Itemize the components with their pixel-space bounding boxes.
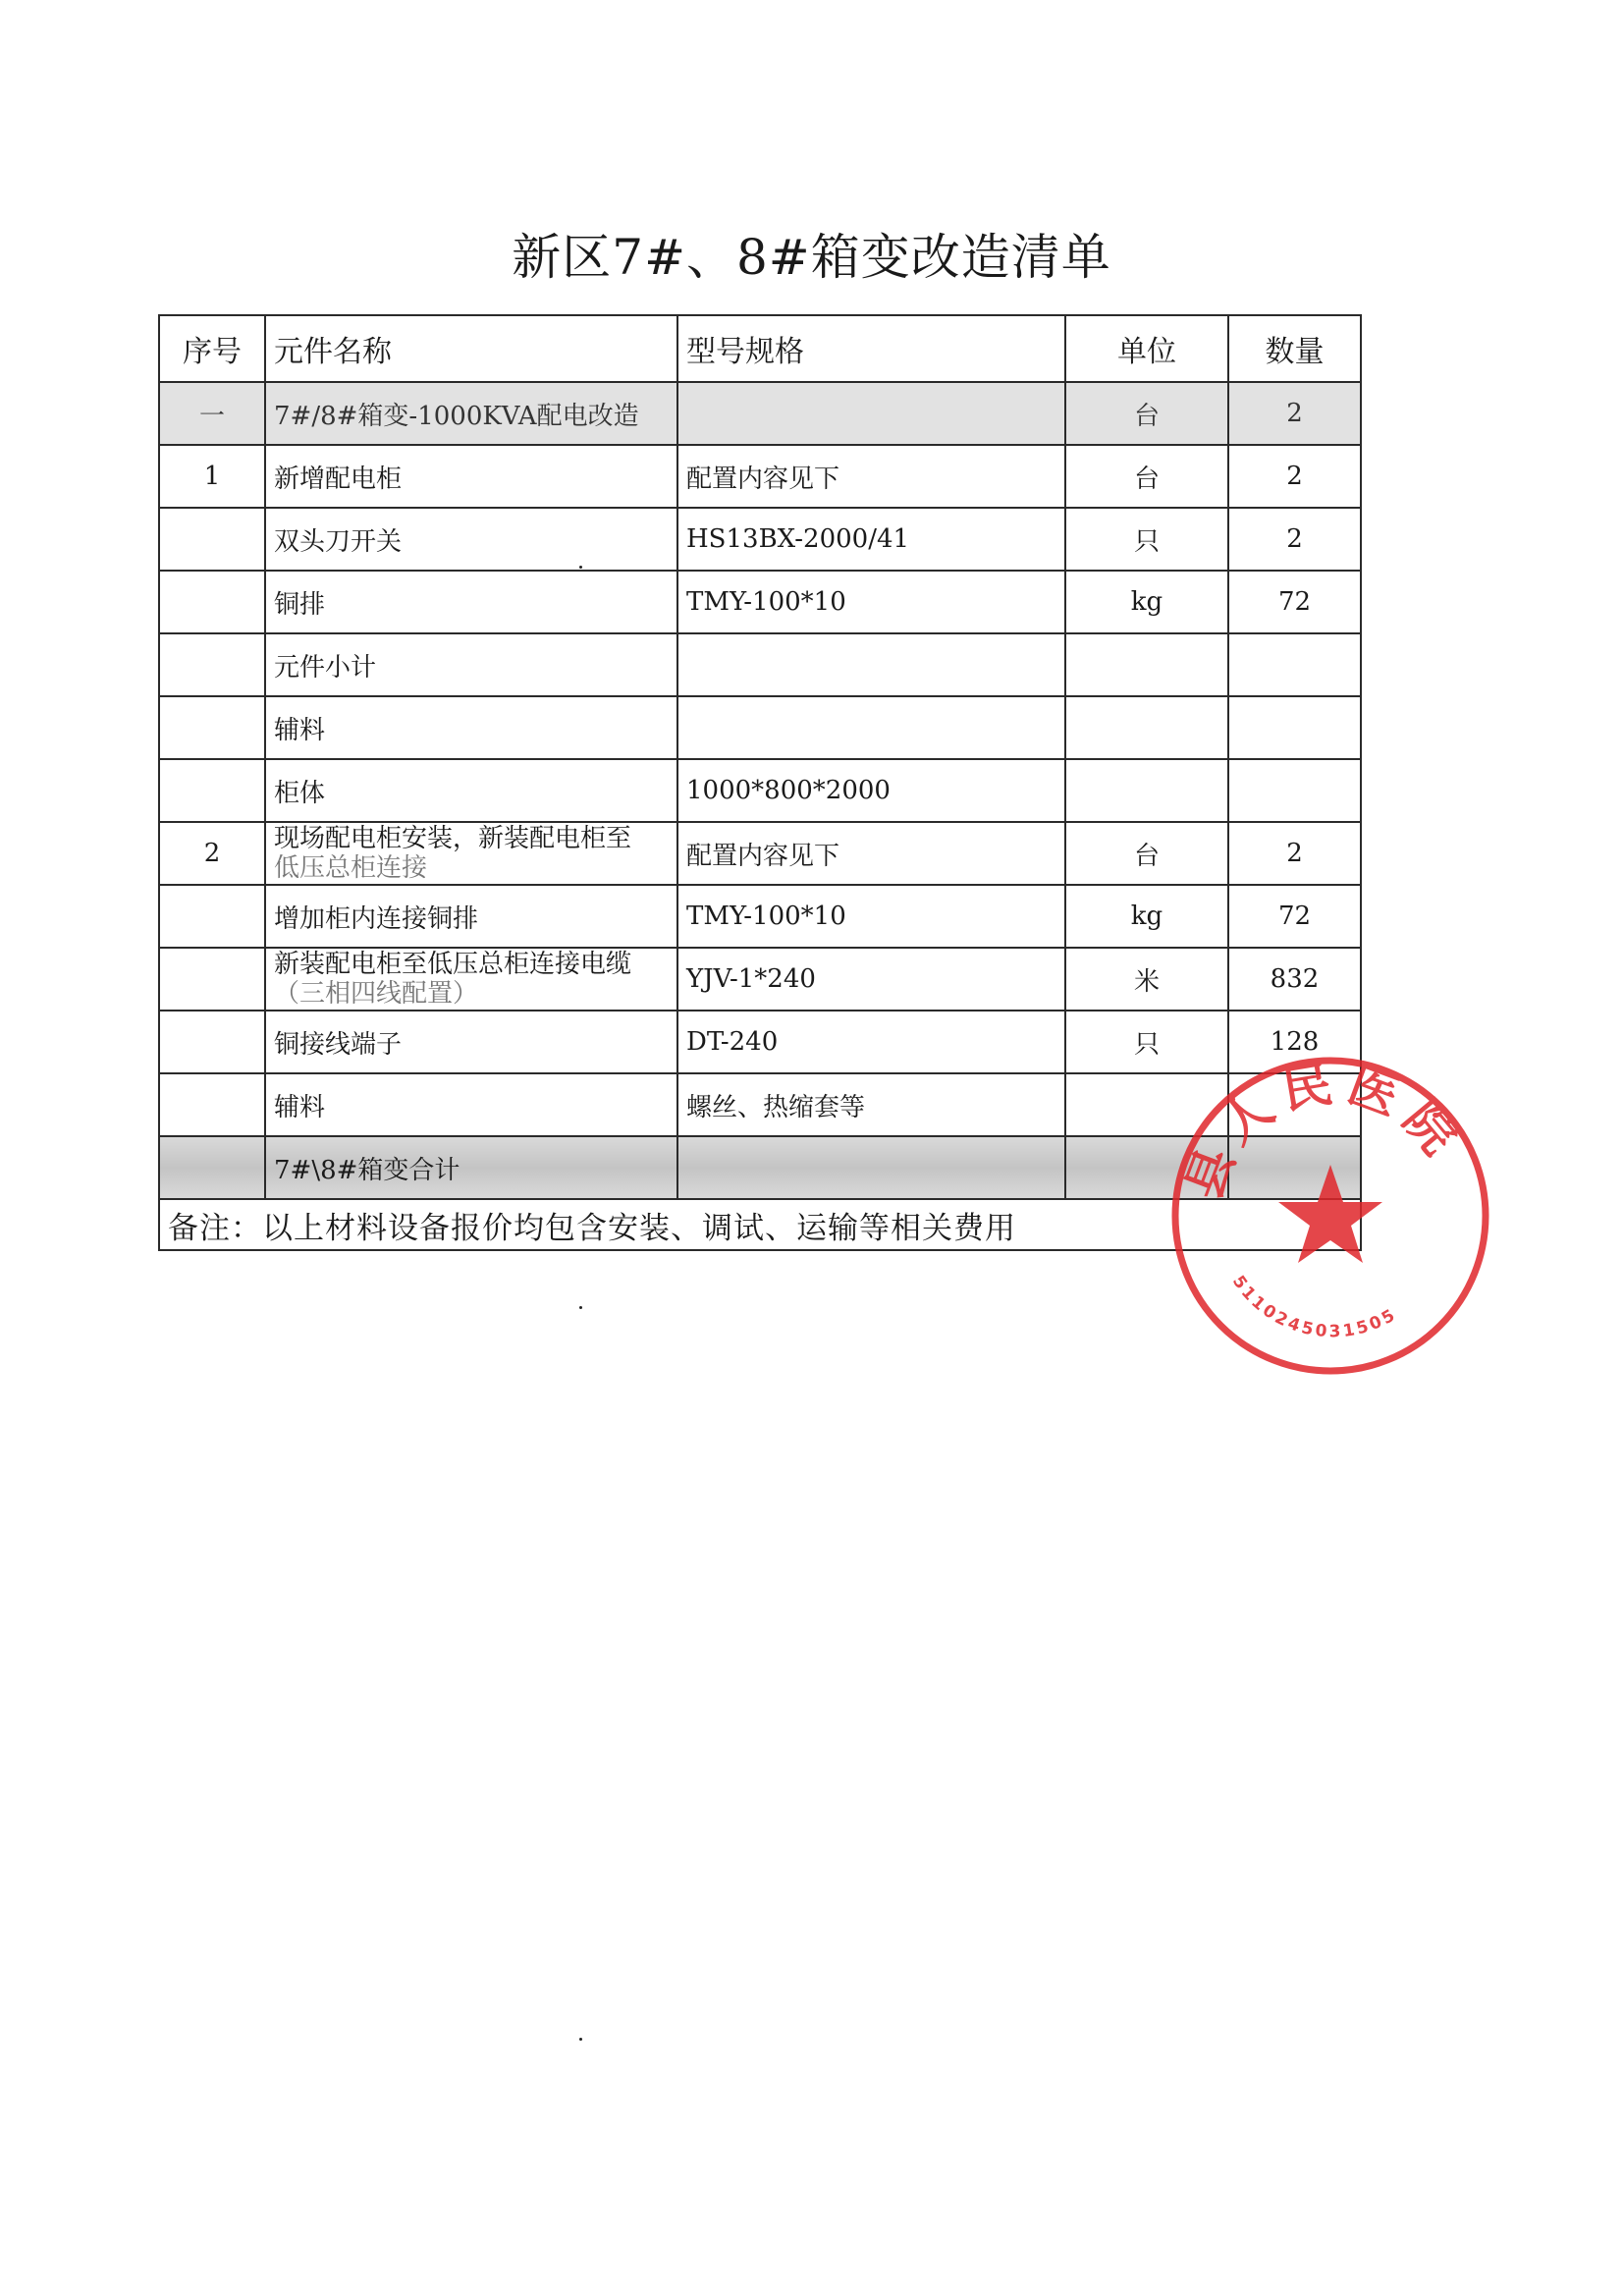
cell-seq: 2 <box>159 822 265 885</box>
table-row <box>159 382 1361 445</box>
cell-qty: 2 <box>1228 822 1361 885</box>
cell-unit: 台 <box>1065 445 1228 508</box>
cell-spec: YJV-1*240 <box>677 948 1065 1011</box>
cell-name: 7#/8#箱变-1000KVA配电改造 <box>265 382 677 445</box>
cell-name: 柜体 <box>265 759 677 822</box>
cell-spec: TMY-100*10 <box>677 571 1065 633</box>
cell-name: 辅料 <box>265 696 677 759</box>
cell-seq <box>159 885 265 948</box>
cell-name <box>265 948 677 1011</box>
cell-unit <box>1065 633 1228 696</box>
cell-spec <box>677 382 1065 445</box>
cell-seq: 一 <box>159 382 265 445</box>
header-seq: 序号 <box>159 315 265 382</box>
cell-unit: 台 <box>1065 382 1228 445</box>
cell-seq <box>159 633 265 696</box>
cell-name-line: 新装配电柜至低压总柜连接电缆 <box>274 950 632 979</box>
seal-arc-text: 县人民医院 <box>1173 1053 1475 1207</box>
table-row <box>159 508 1361 571</box>
seal-star-icon <box>1278 1165 1382 1263</box>
table-row <box>159 571 1361 633</box>
cell-seq <box>159 508 265 571</box>
cell-name: 铜接线端子 <box>265 1011 677 1073</box>
header-qty: 数量 <box>1228 315 1361 382</box>
cell-name: 元件小计 <box>265 633 677 696</box>
header-unit: 单位 <box>1065 315 1228 382</box>
cell-qty: 72 <box>1228 885 1361 948</box>
cell-unit: 只 <box>1065 1011 1228 1073</box>
document-title: 新区7#、8#箱变改造清单 <box>512 229 1111 286</box>
remark-text: 备注：以上材料设备报价均包含安装、调试、运输等相关费用 <box>159 1199 1361 1250</box>
cell-name <box>265 822 677 885</box>
scan-speck <box>579 1306 582 1309</box>
cell-seq <box>159 1136 265 1199</box>
cell-qty <box>1228 759 1361 822</box>
cell-spec <box>677 633 1065 696</box>
cell-spec: HS13BX-2000/41 <box>677 508 1065 571</box>
header-spec: 型号规格 <box>677 315 1065 382</box>
scan-speck <box>579 2038 582 2041</box>
cell-name-line: （三相四线配置） <box>274 979 479 1009</box>
cell-spec: 螺丝、热缩套等 <box>677 1073 1065 1136</box>
cell-seq <box>159 948 265 1011</box>
table-row <box>159 696 1361 759</box>
cell-name: 增加柜内连接铜排 <box>265 885 677 948</box>
table-row <box>159 633 1361 696</box>
cell-unit: 台 <box>1065 822 1228 885</box>
cell-unit: kg <box>1065 571 1228 633</box>
cell-seq <box>159 1073 265 1136</box>
cell-qty: 72 <box>1228 571 1361 633</box>
cell-qty <box>1228 696 1361 759</box>
cell-unit: kg <box>1065 885 1228 948</box>
table-row <box>159 445 1361 508</box>
cell-seq <box>159 759 265 822</box>
cell-unit <box>1065 759 1228 822</box>
table-row <box>159 885 1361 948</box>
cell-spec: 配置内容见下 <box>677 822 1065 885</box>
cell-name: 辅料 <box>265 1073 677 1136</box>
cell-spec: TMY-100*10 <box>677 885 1065 948</box>
table-row <box>159 948 1361 1011</box>
cell-unit: 米 <box>1065 948 1228 1011</box>
cell-unit <box>1065 696 1228 759</box>
cell-spec <box>677 696 1065 759</box>
cell-unit: 只 <box>1065 508 1228 571</box>
cell-name: 7#\8#箱变合计 <box>265 1136 677 1199</box>
cell-qty: 2 <box>1228 508 1361 571</box>
cell-name: 双头刀开关 <box>265 508 677 571</box>
cell-seq <box>159 571 265 633</box>
cell-qty: 832 <box>1228 948 1361 1011</box>
cell-qty: 128 <box>1228 1011 1361 1073</box>
cell-qty: 2 <box>1228 445 1361 508</box>
scan-speck <box>579 566 582 569</box>
cell-name-line: 低压总柜连接 <box>274 853 428 883</box>
cell-name: 铜排 <box>265 571 677 633</box>
seal-number: 5110245031505 <box>1227 1272 1401 1342</box>
cell-name-line: 现场配电柜安装，新装配电柜至 <box>274 824 632 853</box>
cell-seq <box>159 696 265 759</box>
table-row <box>159 822 1361 885</box>
cell-name: 新增配电柜 <box>265 445 677 508</box>
header-name: 元件名称 <box>265 315 677 382</box>
cell-seq: 1 <box>159 445 265 508</box>
table-header-row <box>159 315 1361 382</box>
cell-spec: DT-240 <box>677 1011 1065 1073</box>
table-row <box>159 759 1361 822</box>
official-seal <box>1163 1049 1497 1383</box>
cell-qty <box>1228 633 1361 696</box>
cell-spec: 配置内容见下 <box>677 445 1065 508</box>
cell-spec <box>677 1136 1065 1199</box>
cell-qty: 2 <box>1228 382 1361 445</box>
cell-seq <box>159 1011 265 1073</box>
cell-spec: 1000*800*2000 <box>677 759 1065 822</box>
